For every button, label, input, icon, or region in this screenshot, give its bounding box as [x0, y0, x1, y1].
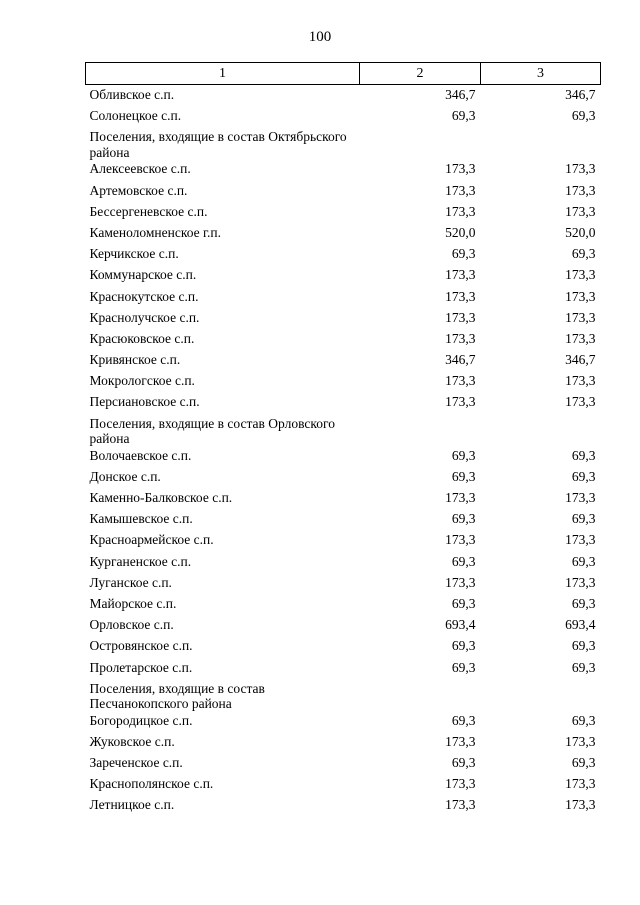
settlement-name: Камышевское с.п. [89, 511, 193, 527]
value-col-2: 69,3 [451, 659, 476, 675]
group-heading: Поселения, входящие в состав Песчанокопского района [89, 680, 265, 712]
settlement-name: Обливское с.п. [89, 87, 175, 102]
value-col-2: 69,3 [451, 712, 476, 728]
value-col-3: 173,3 [565, 532, 596, 548]
table-group-row [86, 681, 601, 713]
value-col-2: 69,3 [451, 511, 476, 527]
value-col-2: 173,3 [445, 532, 476, 548]
table-row [86, 267, 601, 288]
table-row [86, 617, 601, 638]
value-col-2: 173,3 [445, 574, 476, 590]
table-group-row [86, 416, 601, 448]
value-col-2: 69,3 [451, 468, 476, 484]
settlement-name: Жуковское с.п. [89, 733, 175, 749]
value-col-2 [360, 129, 481, 161]
value-col-3: 173,3 [565, 776, 596, 792]
value-col-3: 69,3 [571, 553, 596, 569]
settlement-name: Каменно-Балковское с.п. [89, 490, 233, 505]
column-header-2: 2 [360, 63, 481, 85]
value-col-3: 173,3 [565, 182, 596, 198]
table-row [86, 373, 601, 394]
value-col-3 [481, 129, 601, 161]
settlement-name: Летницкое с.п. [89, 797, 175, 813]
table-row [86, 204, 601, 225]
allocation-table [85, 62, 601, 819]
settlement-name: Кривянское с.п. [89, 352, 181, 368]
table-row [86, 554, 601, 575]
value-col-2: 173,3 [445, 797, 476, 813]
value-col-2: 346,7 [445, 352, 476, 368]
value-col-3: 69,3 [571, 108, 596, 124]
table-row [86, 331, 601, 352]
table-row [86, 797, 601, 818]
settlement-name: Краснополянское с.п. [89, 776, 214, 792]
value-col-2: 173,3 [445, 733, 476, 749]
value-col-2: 173,3 [445, 182, 476, 198]
value-col-3: 173,3 [565, 490, 596, 505]
value-col-3 [481, 416, 601, 448]
settlement-name: Керчикское с.п. [89, 246, 179, 262]
settlement-name: Донское с.п. [89, 468, 161, 484]
settlement-name: Персиановское с.п. [89, 394, 200, 410]
value-col-2: 520,0 [445, 224, 476, 240]
value-col-3: 693,4 [565, 617, 596, 633]
table-body [86, 85, 601, 819]
value-col-3: 346,7 [565, 352, 596, 368]
value-col-2: 173,3 [445, 288, 476, 304]
table-row [86, 755, 601, 776]
header-row [86, 63, 601, 85]
value-col-2: 173,3 [445, 203, 476, 219]
settlement-name: Орловское с.п. [89, 617, 174, 633]
table-row [86, 310, 601, 331]
value-col-2: 173,3 [445, 776, 476, 792]
value-col-3: 173,3 [565, 161, 596, 177]
table-row [86, 183, 601, 204]
value-col-2: 173,3 [445, 309, 476, 325]
table-group-row [86, 129, 601, 161]
value-col-3: 173,3 [565, 288, 596, 304]
value-col-3: 69,3 [571, 595, 596, 611]
group-heading: Поселения, входящие в состав Орловского района [89, 415, 335, 447]
value-col-2: 693,4 [445, 617, 476, 633]
settlement-name: Краснолучское с.п. [89, 309, 200, 325]
value-col-3: 173,3 [565, 267, 596, 283]
table-row [86, 490, 601, 511]
settlement-name: Луганское с.п. [89, 574, 172, 590]
table-row [86, 469, 601, 490]
table-row [86, 511, 601, 532]
value-col-3: 173,3 [565, 574, 596, 590]
value-col-2: 173,3 [445, 394, 476, 410]
value-col-2: 69,3 [451, 638, 476, 654]
value-col-3: 520,0 [565, 224, 596, 240]
value-col-3: 69,3 [571, 468, 596, 484]
table-row [86, 225, 601, 246]
value-col-2 [360, 681, 481, 713]
settlement-name: Алексеевское с.п. [89, 161, 191, 177]
value-col-3: 173,3 [565, 203, 596, 219]
settlement-name: Пролетарское с.п. [89, 659, 193, 675]
value-col-3: 69,3 [571, 755, 596, 771]
settlement-name: Артемовское с.п. [89, 182, 188, 198]
value-col-2: 346,7 [445, 87, 476, 102]
settlement-name: Красноармейское с.п. [89, 532, 214, 548]
settlement-name: Коммунарское с.п. [89, 267, 197, 283]
settlement-name: Красюковское с.п. [89, 330, 195, 346]
value-col-3: 69,3 [571, 447, 596, 463]
table-row [86, 161, 601, 182]
table-row [86, 289, 601, 310]
value-col-2: 69,3 [451, 755, 476, 771]
settlement-name: Краснокутское с.п. [89, 288, 199, 304]
settlement-name: Зареченское с.п. [89, 755, 183, 771]
value-col-3: 69,3 [571, 638, 596, 654]
settlement-name: Солонецкое с.п. [89, 108, 182, 124]
value-col-3: 173,3 [565, 373, 596, 389]
settlement-name: Островянское с.п. [89, 638, 193, 654]
table-row [86, 713, 601, 734]
table-row [86, 776, 601, 797]
table-row [86, 638, 601, 659]
value-col-2: 69,3 [451, 447, 476, 463]
value-col-2: 69,3 [451, 246, 476, 262]
table-row [86, 85, 601, 109]
value-col-3: 346,7 [565, 87, 596, 102]
value-col-2: 173,3 [445, 373, 476, 389]
column-header-3: 3 [481, 63, 601, 85]
value-col-3: 173,3 [565, 309, 596, 325]
value-col-2 [360, 416, 481, 448]
table-row [86, 352, 601, 373]
settlement-name: Богородицкое с.п. [89, 712, 193, 728]
table-row [86, 734, 601, 755]
group-heading: Поселения, входящие в состав Октябрьского района [89, 129, 347, 160]
value-col-2: 173,3 [445, 330, 476, 346]
value-col-2: 173,3 [445, 267, 476, 283]
value-col-3: 69,3 [571, 712, 596, 728]
table-row [86, 575, 601, 596]
settlement-name: Майорское с.п. [89, 595, 177, 611]
table-row [86, 394, 601, 415]
table-row [86, 108, 601, 129]
column-header-1: 1 [86, 63, 360, 85]
value-col-2: 69,3 [451, 595, 476, 611]
value-col-3: 173,3 [565, 330, 596, 346]
table-row [86, 448, 601, 469]
value-col-3 [481, 681, 601, 713]
value-col-2: 173,3 [445, 161, 476, 177]
table-row [86, 660, 601, 681]
value-col-2: 69,3 [451, 108, 476, 124]
value-col-3: 173,3 [565, 797, 596, 813]
table-row [86, 246, 601, 267]
page-number: 100 [308, 29, 332, 45]
settlement-name: Мокрологское с.п. [89, 373, 195, 389]
table-row [86, 532, 601, 553]
value-col-3: 69,3 [571, 246, 596, 262]
table-header [86, 63, 601, 85]
value-col-3: 173,3 [565, 733, 596, 749]
settlement-name: Каменоломненское г.п. [89, 224, 221, 240]
value-col-3: 173,3 [565, 394, 596, 410]
value-col-2: 69,3 [451, 553, 476, 569]
value-col-3: 69,3 [571, 511, 596, 527]
settlement-name: Бессергеневское с.п. [89, 203, 208, 219]
settlement-name: Курганенское с.п. [89, 553, 192, 569]
settlement-name: Волочаевское с.п. [89, 447, 192, 463]
value-col-2: 173,3 [445, 490, 476, 505]
table-row [86, 596, 601, 617]
value-col-3: 69,3 [571, 659, 596, 675]
